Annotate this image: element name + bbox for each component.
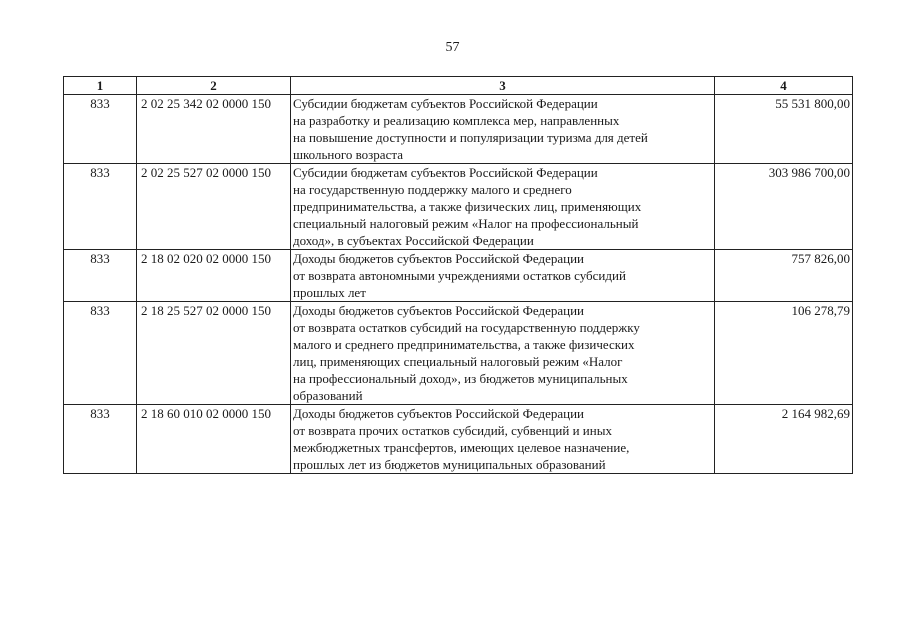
- description-cell: [291, 302, 715, 405]
- description-line: Доходы бюджетов субъектов Российской Федерации: [293, 251, 584, 266]
- description-line: предпринимательства, а также физических лиц, применяющих: [293, 199, 642, 214]
- budget-code-cell: 2 18 25 527 02 0000 150: [137, 302, 291, 405]
- description-line: на разработку и реализацию комплекса мер, направленных: [293, 113, 620, 128]
- header-cell-3: 3: [291, 77, 715, 95]
- description-line: Субсидии бюджетам субъектов Российской Федерации: [293, 165, 598, 180]
- description-cell: [291, 95, 715, 164]
- budget-code-cell: 2 18 02 020 02 0000 150: [137, 250, 291, 302]
- description-line: лиц, применяющих специальный налоговый режим «Налог: [293, 354, 623, 369]
- description-line: прошлых лет из бюджетов муниципальных образований: [293, 457, 606, 472]
- description-line: доход», в субъектах Российской Федерации: [293, 233, 534, 248]
- description-line: межбюджетных трансфертов, имеющих целевое назначение,: [293, 440, 630, 455]
- amount-cell: 757 826,00: [715, 250, 853, 302]
- table-body: [64, 95, 853, 474]
- admin-code-cell: 833: [64, 95, 137, 164]
- description-line: от возврата остатков субсидий на государственную поддержку: [293, 320, 640, 335]
- budget-code-cell: 2 02 25 342 02 0000 150: [137, 95, 291, 164]
- description-cell: [291, 164, 715, 250]
- amount-cell: 55 531 800,00: [715, 95, 853, 164]
- description-cell: [291, 250, 715, 302]
- description-line: от возврата автономными учреждениями остатков субсидий: [293, 268, 626, 283]
- budget-code-cell: 2 02 25 527 02 0000 150: [137, 164, 291, 250]
- budget-code-cell: 2 18 60 010 02 0000 150: [137, 405, 291, 474]
- header-cell-1: 1: [64, 77, 137, 95]
- amount-cell: 2 164 982,69: [715, 405, 853, 474]
- description-line: специальный налоговый режим «Налог на профессиональный: [293, 216, 639, 231]
- description-line: школьного возраста: [293, 147, 403, 162]
- header-cell-4: 4: [715, 77, 853, 95]
- table-row: [64, 164, 853, 250]
- description-line: на профессиональный доход», из бюджетов муниципальных: [293, 371, 628, 386]
- table-header: [64, 77, 853, 95]
- amount-cell: 106 278,79: [715, 302, 853, 405]
- budget-revenue-table: [63, 76, 853, 474]
- table-row: [64, 250, 853, 302]
- admin-code-cell: 833: [64, 302, 137, 405]
- admin-code-cell: 833: [64, 250, 137, 302]
- description-line: Доходы бюджетов субъектов Российской Федерации: [293, 303, 584, 318]
- description-line: на повышение доступности и популяризации туризма для детей: [293, 130, 648, 145]
- description-line: на государственную поддержку малого и среднего: [293, 182, 572, 197]
- description-cell: [291, 405, 715, 474]
- admin-code-cell: 833: [64, 164, 137, 250]
- description-line: малого и среднего предпринимательства, а также физических: [293, 337, 635, 352]
- admin-code-cell: 833: [64, 405, 137, 474]
- header-cell-2: 2: [137, 77, 291, 95]
- amount-cell: 303 986 700,00: [715, 164, 853, 250]
- description-line: образований: [293, 388, 363, 403]
- description-line: от возврата прочих остатков субсидий, субвенций и иных: [293, 423, 612, 438]
- page-number: 57: [445, 40, 460, 55]
- description-line: Субсидии бюджетам субъектов Российской Федерации: [293, 96, 598, 111]
- description-line: прошлых лет: [293, 285, 366, 300]
- table-row: [64, 405, 853, 474]
- table-row: [64, 302, 853, 405]
- description-line: Доходы бюджетов субъектов Российской Федерации: [293, 406, 584, 421]
- table-row: [64, 95, 853, 164]
- header-row: [64, 77, 853, 95]
